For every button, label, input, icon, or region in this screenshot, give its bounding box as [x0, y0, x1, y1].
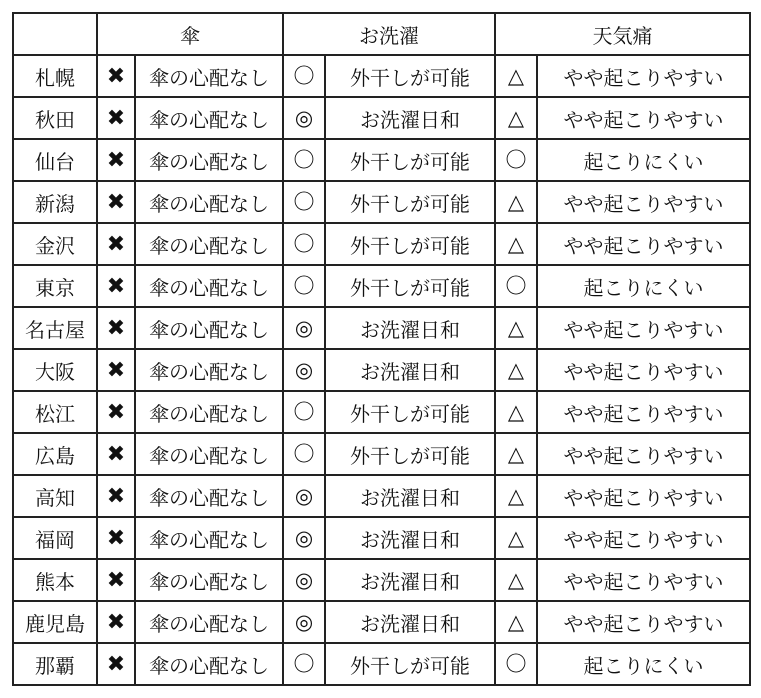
weather-pain-mark-value: △ — [507, 358, 525, 382]
city-cell — [13, 517, 97, 559]
city-cell — [13, 223, 97, 265]
laundry-mark-value: ◎ — [294, 358, 314, 382]
weather-pain-text-value: やや起こりやすい — [563, 233, 724, 258]
umbrella-mark — [97, 559, 135, 601]
weather-pain-mark — [495, 307, 537, 349]
table-row — [13, 601, 750, 643]
laundry-mark-value: ◎ — [294, 106, 314, 130]
laundry-text-value: 外干しが可能 — [350, 233, 470, 258]
city-cell — [13, 97, 97, 139]
weather-pain-mark-value: 〇 — [505, 148, 527, 172]
weather-pain-text — [537, 223, 750, 265]
table-row — [13, 349, 750, 391]
city-cell-value: 那覇 — [35, 653, 75, 678]
laundry-mark-value: ◎ — [294, 610, 314, 634]
laundry-text — [325, 391, 495, 433]
laundry-mark-value: 〇 — [293, 400, 315, 424]
laundry-mark-value: 〇 — [293, 148, 315, 172]
laundry-text-value: 外干しが可能 — [350, 65, 470, 90]
umbrella-text-value: 傘の心配なし — [149, 65, 269, 90]
weather-pain-text-value: 起こりにくい — [583, 653, 704, 678]
header-weather-pain: 天気痛 — [495, 13, 750, 55]
header-row — [13, 13, 750, 55]
laundry-text — [325, 643, 495, 685]
weather-pain-text-value: やや起こりやすい — [563, 359, 724, 384]
table-row — [13, 97, 750, 139]
city-cell-value: 松江 — [35, 401, 75, 426]
table-header — [13, 13, 750, 55]
laundry-mark — [283, 391, 325, 433]
weather-pain-text — [537, 349, 750, 391]
laundry-mark-value: 〇 — [293, 232, 315, 256]
umbrella-mark — [97, 307, 135, 349]
weather-pain-mark — [495, 181, 537, 223]
laundry-mark-value: ◎ — [294, 316, 314, 340]
table-row — [13, 559, 750, 601]
weather-pain-text-value: やや起こりやすい — [563, 611, 724, 636]
table-body — [13, 55, 750, 685]
city-cell — [13, 55, 97, 97]
umbrella-text — [135, 265, 283, 307]
umbrella-text-value: 傘の心配なし — [149, 149, 269, 174]
weather-pain-mark-value: △ — [507, 442, 525, 466]
umbrella-text-value: 傘の心配なし — [149, 359, 269, 384]
laundry-mark-value: ◎ — [294, 484, 314, 508]
table-row — [13, 517, 750, 559]
weather-pain-text-value: やや起こりやすい — [563, 569, 724, 594]
umbrella-mark-value: ✖ — [106, 190, 126, 215]
weather-pain-text-value: やや起こりやすい — [563, 65, 724, 90]
umbrella-mark — [97, 55, 135, 97]
header-umbrella: 傘 — [97, 13, 283, 55]
laundry-text-value: お洗濯日和 — [360, 485, 460, 510]
laundry-text-value: お洗濯日和 — [360, 317, 460, 342]
laundry-mark — [283, 349, 325, 391]
weather-pain-text-value: やや起こりやすい — [563, 485, 724, 510]
umbrella-mark-value: ✖ — [106, 526, 126, 551]
city-cell-value: 高知 — [35, 485, 75, 510]
weather-pain-mark-value: △ — [507, 568, 525, 592]
weather-pain-text-value: やや起こりやすい — [563, 401, 724, 426]
weather-pain-mark — [495, 433, 537, 475]
table-row — [13, 433, 750, 475]
city-cell-value: 名古屋 — [25, 317, 85, 342]
city-cell-value: 金沢 — [35, 233, 75, 258]
table-row — [13, 223, 750, 265]
city-cell-value: 広島 — [35, 443, 75, 468]
weather-pain-text — [537, 559, 750, 601]
laundry-text-value: 外干しが可能 — [350, 401, 470, 426]
umbrella-mark-value: ✖ — [106, 610, 126, 635]
forecast-table — [12, 12, 751, 686]
umbrella-mark-value: ✖ — [106, 64, 126, 89]
umbrella-mark — [97, 517, 135, 559]
city-cell-value: 鹿児島 — [25, 611, 85, 636]
laundry-mark — [283, 517, 325, 559]
weather-pain-mark-value: △ — [507, 610, 525, 634]
laundry-mark-value: 〇 — [293, 190, 315, 214]
weather-pain-text-value: やや起こりやすい — [563, 527, 724, 552]
city-cell — [13, 265, 97, 307]
weather-pain-mark-value: △ — [507, 526, 525, 550]
city-cell — [13, 601, 97, 643]
laundry-mark — [283, 181, 325, 223]
umbrella-mark — [97, 433, 135, 475]
umbrella-mark-value: ✖ — [106, 316, 126, 341]
umbrella-text-value: 傘の心配なし — [149, 653, 269, 678]
weather-pain-mark-value: 〇 — [505, 274, 527, 298]
laundry-text — [325, 517, 495, 559]
laundry-text — [325, 55, 495, 97]
city-cell-value: 熊本 — [35, 569, 75, 594]
laundry-text-value: 外干しが可能 — [350, 191, 470, 216]
weather-pain-text — [537, 139, 750, 181]
laundry-mark — [283, 433, 325, 475]
city-cell — [13, 433, 97, 475]
umbrella-text — [135, 223, 283, 265]
umbrella-mark — [97, 223, 135, 265]
weather-pain-mark-value: △ — [507, 64, 525, 88]
city-cell — [13, 475, 97, 517]
umbrella-text — [135, 517, 283, 559]
city-cell-value: 新潟 — [35, 191, 75, 216]
umbrella-text — [135, 307, 283, 349]
city-cell-value: 東京 — [35, 275, 75, 300]
table-row — [13, 391, 750, 433]
laundry-text — [325, 349, 495, 391]
laundry-text — [325, 601, 495, 643]
umbrella-mark-value: ✖ — [106, 274, 126, 299]
umbrella-text — [135, 55, 283, 97]
laundry-mark — [283, 475, 325, 517]
weather-pain-text — [537, 433, 750, 475]
umbrella-text-value: 傘の心配なし — [149, 401, 269, 426]
umbrella-text-value: 傘の心配なし — [149, 443, 269, 468]
weather-pain-mark — [495, 265, 537, 307]
city-cell — [13, 643, 97, 685]
weather-pain-mark-value: △ — [507, 400, 525, 424]
laundry-mark-value: 〇 — [293, 442, 315, 466]
umbrella-mark — [97, 391, 135, 433]
weather-pain-mark — [495, 475, 537, 517]
umbrella-text — [135, 349, 283, 391]
weather-pain-mark-value: △ — [507, 106, 525, 130]
weather-pain-text-value: やや起こりやすい — [563, 191, 724, 216]
laundry-mark-value: 〇 — [293, 64, 315, 88]
laundry-mark — [283, 223, 325, 265]
laundry-text — [325, 223, 495, 265]
weather-pain-text — [537, 181, 750, 223]
umbrella-text — [135, 601, 283, 643]
city-cell — [13, 559, 97, 601]
umbrella-text — [135, 643, 283, 685]
laundry-text — [325, 265, 495, 307]
umbrella-mark — [97, 97, 135, 139]
table-row — [13, 55, 750, 97]
laundry-mark — [283, 97, 325, 139]
weather-pain-text — [537, 643, 750, 685]
umbrella-mark-value: ✖ — [106, 442, 126, 467]
laundry-mark-value: 〇 — [293, 274, 315, 298]
weather-pain-text-value: やや起こりやすい — [563, 107, 724, 132]
city-cell-value: 福岡 — [35, 527, 75, 552]
weather-pain-text — [537, 265, 750, 307]
city-cell — [13, 349, 97, 391]
umbrella-text — [135, 433, 283, 475]
laundry-mark — [283, 601, 325, 643]
weather-pain-mark — [495, 139, 537, 181]
laundry-mark — [283, 265, 325, 307]
weather-pain-text — [537, 55, 750, 97]
weather-pain-mark — [495, 55, 537, 97]
umbrella-mark-value: ✖ — [106, 400, 126, 425]
laundry-mark — [283, 559, 325, 601]
weather-pain-mark — [495, 559, 537, 601]
table-row — [13, 643, 750, 685]
weather-pain-mark — [495, 349, 537, 391]
umbrella-text-value: 傘の心配なし — [149, 611, 269, 636]
umbrella-text-value: 傘の心配なし — [149, 233, 269, 258]
umbrella-mark — [97, 349, 135, 391]
laundry-text-value: 外干しが可能 — [350, 653, 470, 678]
header-laundry: お洗濯 — [283, 13, 495, 55]
laundry-text-value: お洗濯日和 — [360, 359, 460, 384]
weather-pain-text — [537, 307, 750, 349]
laundry-text — [325, 433, 495, 475]
umbrella-mark — [97, 601, 135, 643]
umbrella-mark-value: ✖ — [106, 106, 126, 131]
umbrella-mark-value: ✖ — [106, 652, 126, 677]
table-row — [13, 139, 750, 181]
table-row — [13, 307, 750, 349]
umbrella-mark — [97, 643, 135, 685]
weather-pain-text-value: やや起こりやすい — [563, 317, 724, 342]
weather-pain-text-value: 起こりにくい — [583, 275, 704, 300]
laundry-mark-value: ◎ — [294, 568, 314, 592]
table-row — [13, 181, 750, 223]
laundry-mark — [283, 307, 325, 349]
umbrella-mark-value: ✖ — [106, 148, 126, 173]
weather-pain-mark — [495, 517, 537, 559]
laundry-text-value: 外干しが可能 — [350, 149, 470, 174]
city-cell — [13, 181, 97, 223]
laundry-text — [325, 307, 495, 349]
umbrella-text — [135, 97, 283, 139]
umbrella-text-value: 傘の心配なし — [149, 569, 269, 594]
umbrella-text-value: 傘の心配なし — [149, 527, 269, 552]
weather-pain-mark — [495, 391, 537, 433]
umbrella-mark-value: ✖ — [106, 232, 126, 257]
weather-pain-text — [537, 391, 750, 433]
umbrella-mark-value: ✖ — [106, 484, 126, 509]
umbrella-text — [135, 181, 283, 223]
laundry-text — [325, 475, 495, 517]
umbrella-text — [135, 559, 283, 601]
weather-pain-mark — [495, 223, 537, 265]
weather-pain-mark — [495, 601, 537, 643]
umbrella-text-value: 傘の心配なし — [149, 485, 269, 510]
weather-pain-text — [537, 601, 750, 643]
laundry-text-value: お洗濯日和 — [360, 107, 460, 132]
umbrella-text-value: 傘の心配なし — [149, 317, 269, 342]
umbrella-text-value: 傘の心配なし — [149, 275, 269, 300]
laundry-text — [325, 181, 495, 223]
city-cell-value: 札幌 — [35, 65, 75, 90]
laundry-text-value: お洗濯日和 — [360, 611, 460, 636]
umbrella-text — [135, 391, 283, 433]
weather-pain-mark — [495, 97, 537, 139]
city-cell — [13, 391, 97, 433]
city-cell-value: 大阪 — [35, 359, 75, 384]
laundry-text-value: 外干しが可能 — [350, 443, 470, 468]
city-cell — [13, 307, 97, 349]
umbrella-mark — [97, 139, 135, 181]
umbrella-mark-value: ✖ — [106, 358, 126, 383]
laundry-text — [325, 97, 495, 139]
laundry-mark — [283, 643, 325, 685]
city-cell — [13, 139, 97, 181]
weather-pain-mark-value: 〇 — [505, 652, 527, 676]
weather-pain-text — [537, 475, 750, 517]
laundry-mark-value: 〇 — [293, 652, 315, 676]
weather-pain-text — [537, 517, 750, 559]
table-row — [13, 265, 750, 307]
umbrella-mark-value: ✖ — [106, 568, 126, 593]
laundry-text — [325, 139, 495, 181]
weather-pain-text — [537, 97, 750, 139]
umbrella-text — [135, 475, 283, 517]
header-city — [13, 13, 97, 55]
laundry-mark-value: ◎ — [294, 526, 314, 550]
umbrella-mark — [97, 181, 135, 223]
weather-pain-mark-value: △ — [507, 484, 525, 508]
umbrella-text — [135, 139, 283, 181]
weather-pain-mark-value: △ — [507, 190, 525, 214]
umbrella-mark — [97, 475, 135, 517]
laundry-text — [325, 559, 495, 601]
laundry-mark — [283, 55, 325, 97]
umbrella-text-value: 傘の心配なし — [149, 191, 269, 216]
laundry-mark — [283, 139, 325, 181]
weather-pain-text-value: 起こりにくい — [583, 149, 704, 174]
weather-pain-mark-value: △ — [507, 232, 525, 256]
weather-pain-mark-value: △ — [507, 316, 525, 340]
umbrella-mark — [97, 265, 135, 307]
table-row — [13, 475, 750, 517]
laundry-text-value: 外干しが可能 — [350, 275, 470, 300]
umbrella-text-value: 傘の心配なし — [149, 107, 269, 132]
laundry-text-value: お洗濯日和 — [360, 569, 460, 594]
city-cell-value: 秋田 — [35, 107, 75, 132]
weather-pain-text-value: やや起こりやすい — [563, 443, 724, 468]
laundry-text-value: お洗濯日和 — [360, 527, 460, 552]
weather-pain-mark — [495, 643, 537, 685]
city-cell-value: 仙台 — [35, 149, 75, 174]
